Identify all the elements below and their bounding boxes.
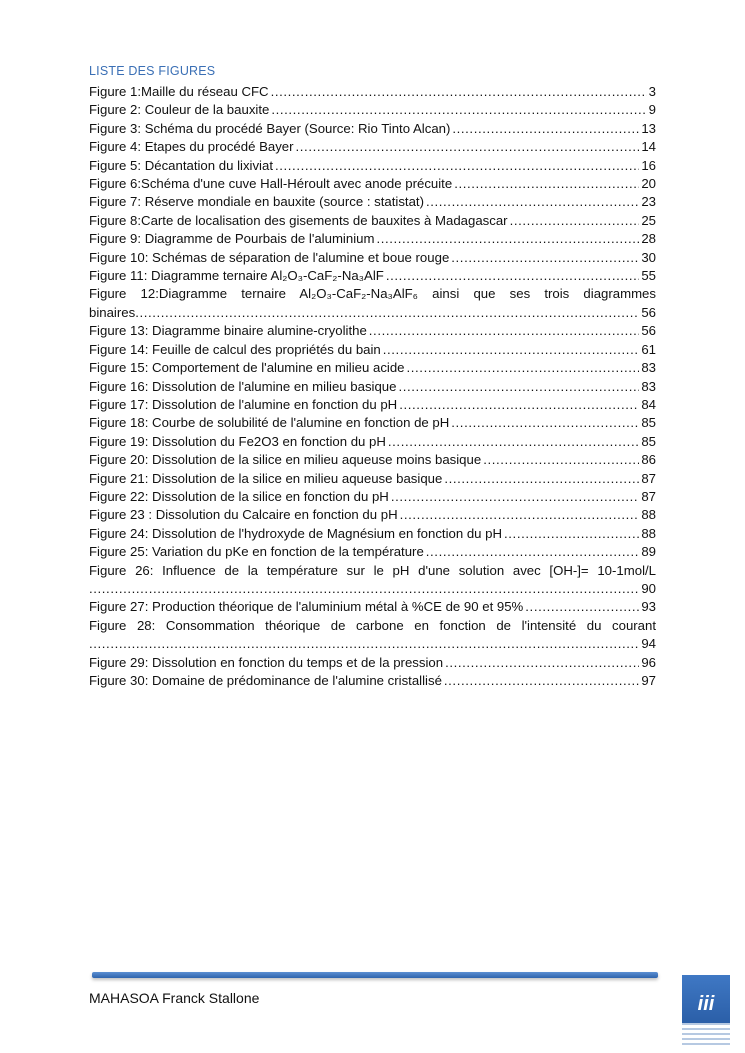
toc-entry[interactable] xyxy=(89,341,656,359)
toc-entry-page: 87 xyxy=(641,488,656,504)
toc-entry-page: 89 xyxy=(641,544,656,560)
toc-entry-page: 20 xyxy=(641,176,656,192)
toc-entry-page: 61 xyxy=(641,341,656,357)
toc-leader-dots xyxy=(407,359,640,377)
page-tab-shadow xyxy=(682,1023,730,1045)
toc-entry[interactable] xyxy=(89,175,656,193)
toc-leader-dots xyxy=(504,525,639,543)
toc-entry-title: Figure 12:Diagramme ternaire Al₂O₃-CaF₂-Na₃AlF₆ ainsi que ses trois diagrammes xyxy=(89,286,656,302)
toc-entry-title: Figure 19: Dissolution du Fe2O3 en fonction du pH xyxy=(89,433,386,449)
toc-entry-title: Figure 2: Couleur de la bauxite xyxy=(89,102,270,118)
toc-entry-title: Figure 17: Dissolution de l'alumine en fonction du pH xyxy=(89,396,398,412)
toc-entry-title: Figure 11: Diagramme ternaire Al₂O₃-CaF₂-Na₃AlF xyxy=(89,268,384,284)
toc-entry-page: 85 xyxy=(641,415,656,431)
figures-list xyxy=(89,83,656,690)
toc-leader-dots xyxy=(376,230,639,248)
toc-entry-title: Figure 21: Dissolution de la silice en milieu aqueuse basique xyxy=(89,470,443,486)
toc-entry-title: Figure 30: Domaine de prédominance de l'alumine cristallisé xyxy=(89,673,442,688)
toc-entry-page: 28 xyxy=(641,231,656,247)
toc-leader-dots xyxy=(445,654,639,672)
toc-entry[interactable] xyxy=(89,562,656,599)
toc-leader-dots xyxy=(444,672,639,690)
toc-entry-title: Figure 7: Réserve mondiale en bauxite (source : statistat) xyxy=(89,194,424,210)
list-of-figures-heading: LISTE DES FIGURES xyxy=(89,64,216,78)
toc-leader-dots xyxy=(135,304,639,322)
toc-leader-dots xyxy=(383,341,640,359)
toc-entry-title: Figure 18: Courbe de solubilité de l'alumine en fonction de pH xyxy=(89,415,450,431)
toc-entry-title: Figure 13: Diagramme binaire alumine-cryolithe xyxy=(89,323,367,339)
toc-leader-dots xyxy=(483,451,639,469)
toc-entry[interactable] xyxy=(89,672,656,690)
toc-entry-page: 3 xyxy=(648,84,656,99)
toc-entry-title: Figure 22: Dissolution de la silice en fonction du pH xyxy=(89,488,389,504)
toc-entry-title: Figure 9: Diagramme de Pourbais de l'aluminium xyxy=(89,231,375,247)
toc-entry-page: 85 xyxy=(641,433,656,449)
toc-entry[interactable] xyxy=(89,212,656,230)
toc-leader-dots xyxy=(400,506,640,524)
toc-entry-page: 14 xyxy=(641,139,656,155)
toc-entry-title: Figure 4: Etapes du procédé Bayer xyxy=(89,139,294,155)
toc-entry-title: Figure 14: Feuille de calcul des propriétés du bain xyxy=(89,341,381,357)
toc-entry-page: 87 xyxy=(641,470,656,486)
page-number-tab: iii xyxy=(682,975,730,1023)
toc-leader-dots xyxy=(89,580,639,598)
toc-entry[interactable] xyxy=(89,101,656,119)
toc-leader-dots xyxy=(271,83,647,101)
toc-leader-dots xyxy=(451,249,639,267)
toc-leader-dots xyxy=(398,378,639,396)
toc-leader-dots xyxy=(388,433,639,451)
toc-entry-page: 23 xyxy=(641,194,656,210)
toc-entry[interactable] xyxy=(89,230,656,248)
toc-entry-title: Figure 23 : Dissolution du Calcaire en fonction du pH xyxy=(89,507,398,523)
toc-entry-title: Figure 15: Comportement de l'alumine en milieu acide xyxy=(89,360,405,376)
toc-leader-dots xyxy=(391,488,640,506)
toc-leader-dots xyxy=(451,414,639,432)
toc-entry-title: Figure 5: Décantation du lixiviat xyxy=(89,157,273,173)
toc-entry-title: Figure 3: Schéma du procédé Bayer (Source: Rio Tinto Alcan) xyxy=(89,120,451,136)
toc-entry[interactable] xyxy=(89,322,656,340)
toc-entry-title: Figure 6:Schéma d'une cuve Hall-Héroult avec anode précuite xyxy=(89,176,453,192)
toc-entry[interactable] xyxy=(89,433,656,451)
toc-entry-page: 13 xyxy=(641,120,656,136)
toc-entry[interactable] xyxy=(89,488,656,506)
toc-leader-dots xyxy=(454,175,639,193)
toc-entry-title: Figure 25: Variation du pKe en fonction de la température xyxy=(89,544,424,560)
toc-entry[interactable] xyxy=(89,543,656,561)
toc-entry[interactable] xyxy=(89,506,656,524)
toc-entry-page: 86 xyxy=(641,452,656,468)
toc-entry[interactable] xyxy=(89,525,656,543)
toc-entry[interactable] xyxy=(89,654,656,672)
toc-entry-page: 56 xyxy=(641,304,656,320)
toc-entry[interactable] xyxy=(89,267,656,285)
toc-entry-page: 55 xyxy=(641,268,656,284)
toc-entry[interactable] xyxy=(89,598,656,616)
toc-entry[interactable] xyxy=(89,138,656,156)
toc-entry-title: Figure 1:Maille du réseau CFC xyxy=(89,84,269,99)
toc-leader-dots xyxy=(271,101,646,119)
toc-entry-title: Figure 27: Production théorique de l'aluminium métal à %CE de 90 et 95% xyxy=(89,599,524,615)
toc-entry[interactable] xyxy=(89,617,656,654)
toc-leader-dots xyxy=(369,322,640,340)
toc-entry[interactable] xyxy=(89,451,656,469)
toc-leader-dots xyxy=(444,470,639,488)
toc-entry-page: 9 xyxy=(648,102,656,118)
toc-leader-dots xyxy=(525,598,639,616)
toc-entry-page: 94 xyxy=(641,636,656,652)
toc-leader-dots xyxy=(452,120,639,138)
toc-entry-page: 84 xyxy=(641,396,656,412)
toc-leader-dots xyxy=(296,138,640,156)
footer-author: MAHASOA Franck Stallone xyxy=(89,990,260,1006)
toc-leader-dots xyxy=(426,193,639,211)
toc-leader-dots xyxy=(386,267,640,285)
toc-entry[interactable] xyxy=(89,285,656,322)
toc-entry-title: Figure 10: Schémas de séparation de l'alumine et boue rouge xyxy=(89,249,450,265)
toc-entry[interactable] xyxy=(89,359,656,377)
toc-entry-title: Figure 8:Carte de localisation des gisements de bauxites à Madagascar xyxy=(89,212,508,228)
toc-entry-title-continued: binaires xyxy=(89,304,136,320)
toc-entry-title: Figure 24: Dissolution de l'hydroxyde de Magnésium en fonction du pH xyxy=(89,525,503,541)
toc-entry[interactable] xyxy=(89,157,656,175)
toc-entry[interactable] xyxy=(89,470,656,488)
toc-entry-page: 96 xyxy=(641,654,656,670)
toc-entry-page: 30 xyxy=(641,249,656,265)
toc-leader-dots xyxy=(510,212,640,230)
toc-entry-title: Figure 29: Dissolution en fonction du temps et de la pression xyxy=(89,654,444,670)
toc-entry-page: 83 xyxy=(641,360,656,376)
toc-entry-page: 88 xyxy=(641,507,656,523)
toc-entry-page: 88 xyxy=(641,525,656,541)
toc-entry-page: 83 xyxy=(641,378,656,394)
toc-entry-page: 25 xyxy=(641,212,656,228)
toc-entry-page: 56 xyxy=(641,323,656,339)
toc-entry[interactable] xyxy=(89,193,656,211)
toc-entry-page: 16 xyxy=(641,157,656,173)
toc-entry[interactable] xyxy=(89,120,656,138)
toc-entry-page: 97 xyxy=(641,673,656,688)
toc-entry-page: 93 xyxy=(641,599,656,615)
toc-entry[interactable] xyxy=(89,414,656,432)
toc-entry-title: Figure 26: Influence de la température sur le pH d'une solution avec [OH-]= 10-1mol/L xyxy=(89,562,656,578)
toc-entry[interactable] xyxy=(89,83,656,101)
toc-leader-dots xyxy=(89,635,639,653)
toc-entry[interactable] xyxy=(89,249,656,267)
toc-entry-title: Figure 16: Dissolution de l'alumine en milieu basique xyxy=(89,378,397,394)
footer-accent-bar xyxy=(92,972,658,978)
toc-entry[interactable] xyxy=(89,396,656,414)
toc-leader-dots xyxy=(399,396,639,414)
toc-entry[interactable] xyxy=(89,378,656,396)
toc-entry-title: Figure 28: Consommation théorique de carbone en fonction de l'intensité du courant xyxy=(89,617,656,633)
toc-leader-dots xyxy=(275,157,639,175)
toc-entry-page: 90 xyxy=(641,580,656,596)
toc-leader-dots xyxy=(426,543,640,561)
toc-entry-title: Figure 20: Dissolution de la silice en milieu aqueuse moins basique xyxy=(89,452,482,468)
